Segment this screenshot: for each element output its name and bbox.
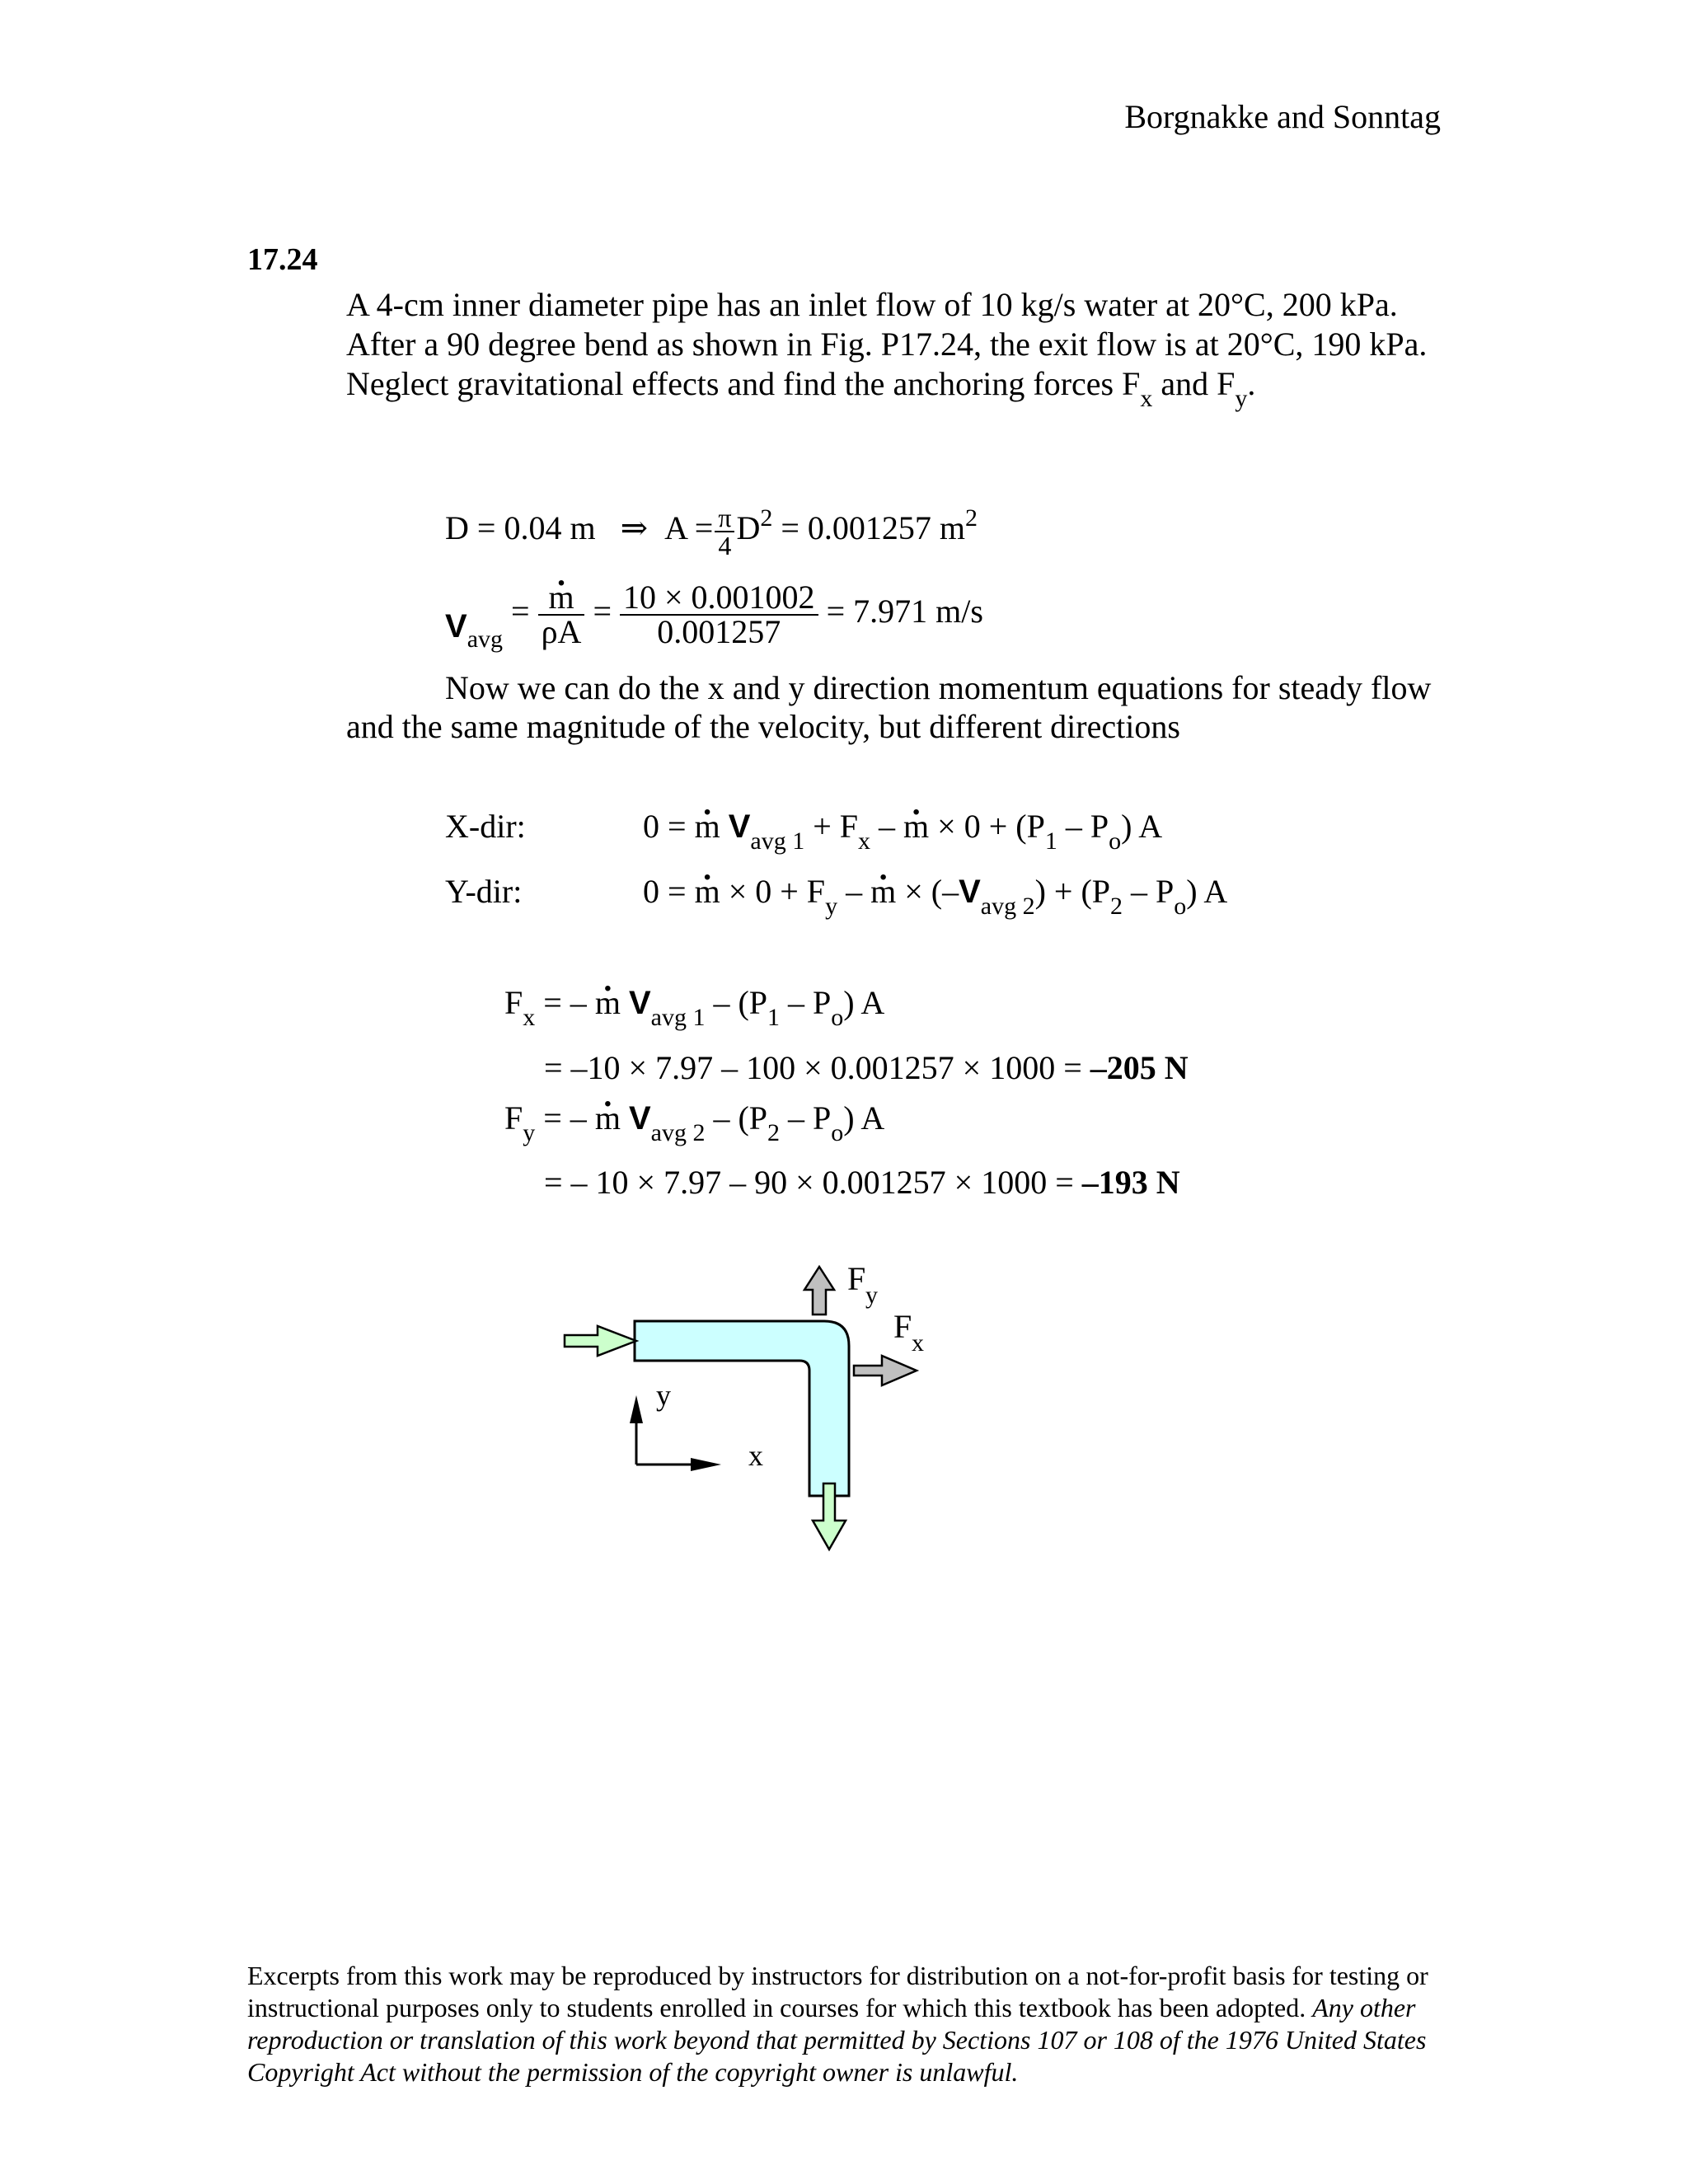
pipe-bend-figure	[544, 1249, 973, 1554]
inlet-flow-arrow	[565, 1326, 636, 1356]
statement-line-2: After a 90 degree bend as shown in Fig. P17.24, the exit flow is at 20°C, 190 kPa.	[346, 326, 1428, 363]
y-axis-arrowhead	[630, 1395, 643, 1423]
force-fy-arrow	[804, 1267, 834, 1315]
x-axis-label: x	[748, 1439, 763, 1472]
fy-label-sub: y	[865, 1282, 878, 1309]
problem-statement	[346, 285, 1451, 412]
fy-label: F	[847, 1260, 866, 1297]
fy-calculation: = – 10 × 7.97 – 90 × 0.001257 × 1000 = –193 N	[544, 1164, 1180, 1201]
x-axis-arrowhead	[691, 1458, 721, 1471]
problem-number: 17.24	[247, 242, 318, 277]
fy-result: –193 N	[1081, 1164, 1180, 1201]
fy-equation: $F_y$ = – . m $V_{avg 2} - (P_2 - P_o)$ A	[504, 1102, 884, 1135]
force-fx-arrow	[854, 1356, 917, 1385]
fx-label-sub: x	[912, 1329, 924, 1357]
fx-label: F	[893, 1308, 912, 1345]
fx-result: –205 N	[1090, 1049, 1189, 1086]
ydir-label: Y-dir:	[445, 873, 523, 910]
page-header-authors: Borgnakke and Sonntag	[1124, 98, 1441, 135]
y-axis-label: y	[656, 1379, 671, 1412]
statement-line-1: A 4-cm inner diameter pipe has an inlet flow of 10 kg/s water at 20°C, 200 kPa.	[346, 286, 1398, 323]
area-equation: D = 0.04 m ⇒ A = $\frac{\pi}{4}$ $D^2 = 0.001257$ $m^2$	[445, 503, 978, 560]
velocity-equation: $V_{avg}$ = . $\frac{m}{\rho A}$ = $\frac{10 \times 0.001002}{0.001257}$ = 7.971 m/s	[445, 581, 983, 649]
fx-calculation: = –10 × 7.97 – 100 × 0.001257 × 1000 = –205 N	[544, 1049, 1189, 1086]
ydir-equation: 0 = . $m \times 0 + F_y$ – . $m \times (-V_{avg 2}) + (P_2 - P_o)$ A	[643, 875, 1227, 908]
statement-line-3: Neglect gravitational effects and find the anchoring forces $F_x$ and $F_y$.	[346, 365, 1256, 412]
text-line-2: and the same magnitude of the velocity, but different directions	[346, 708, 1180, 745]
text-line-1: Now we can do the x and y direction momentum equations for steady flow	[445, 669, 1432, 706]
copyright-footer: Excerpts from this work may be reproduced by instructors for distribution on a not-for-profit basis for testing or instructional purposes only to students enrolled in courses for which this textbook has been adopted. Any other reproduction or translation of this work beyond that permitted by Sections 107 or 108 of the 1976 United States Copyright Act without the permission of the copyright owner is unlawful.	[247, 1961, 1428, 2087]
xdir-label: X-dir:	[445, 808, 526, 845]
fx-equation: $F_x$ = – . m $V_{avg 1} - (P_1 - P_o)$ A	[504, 987, 884, 1019]
xdir-equation: 0 = . m $V_{avg 1} + F_x$ – . $m \times 0 + (P_1 - P_o)$ A	[643, 810, 1162, 843]
